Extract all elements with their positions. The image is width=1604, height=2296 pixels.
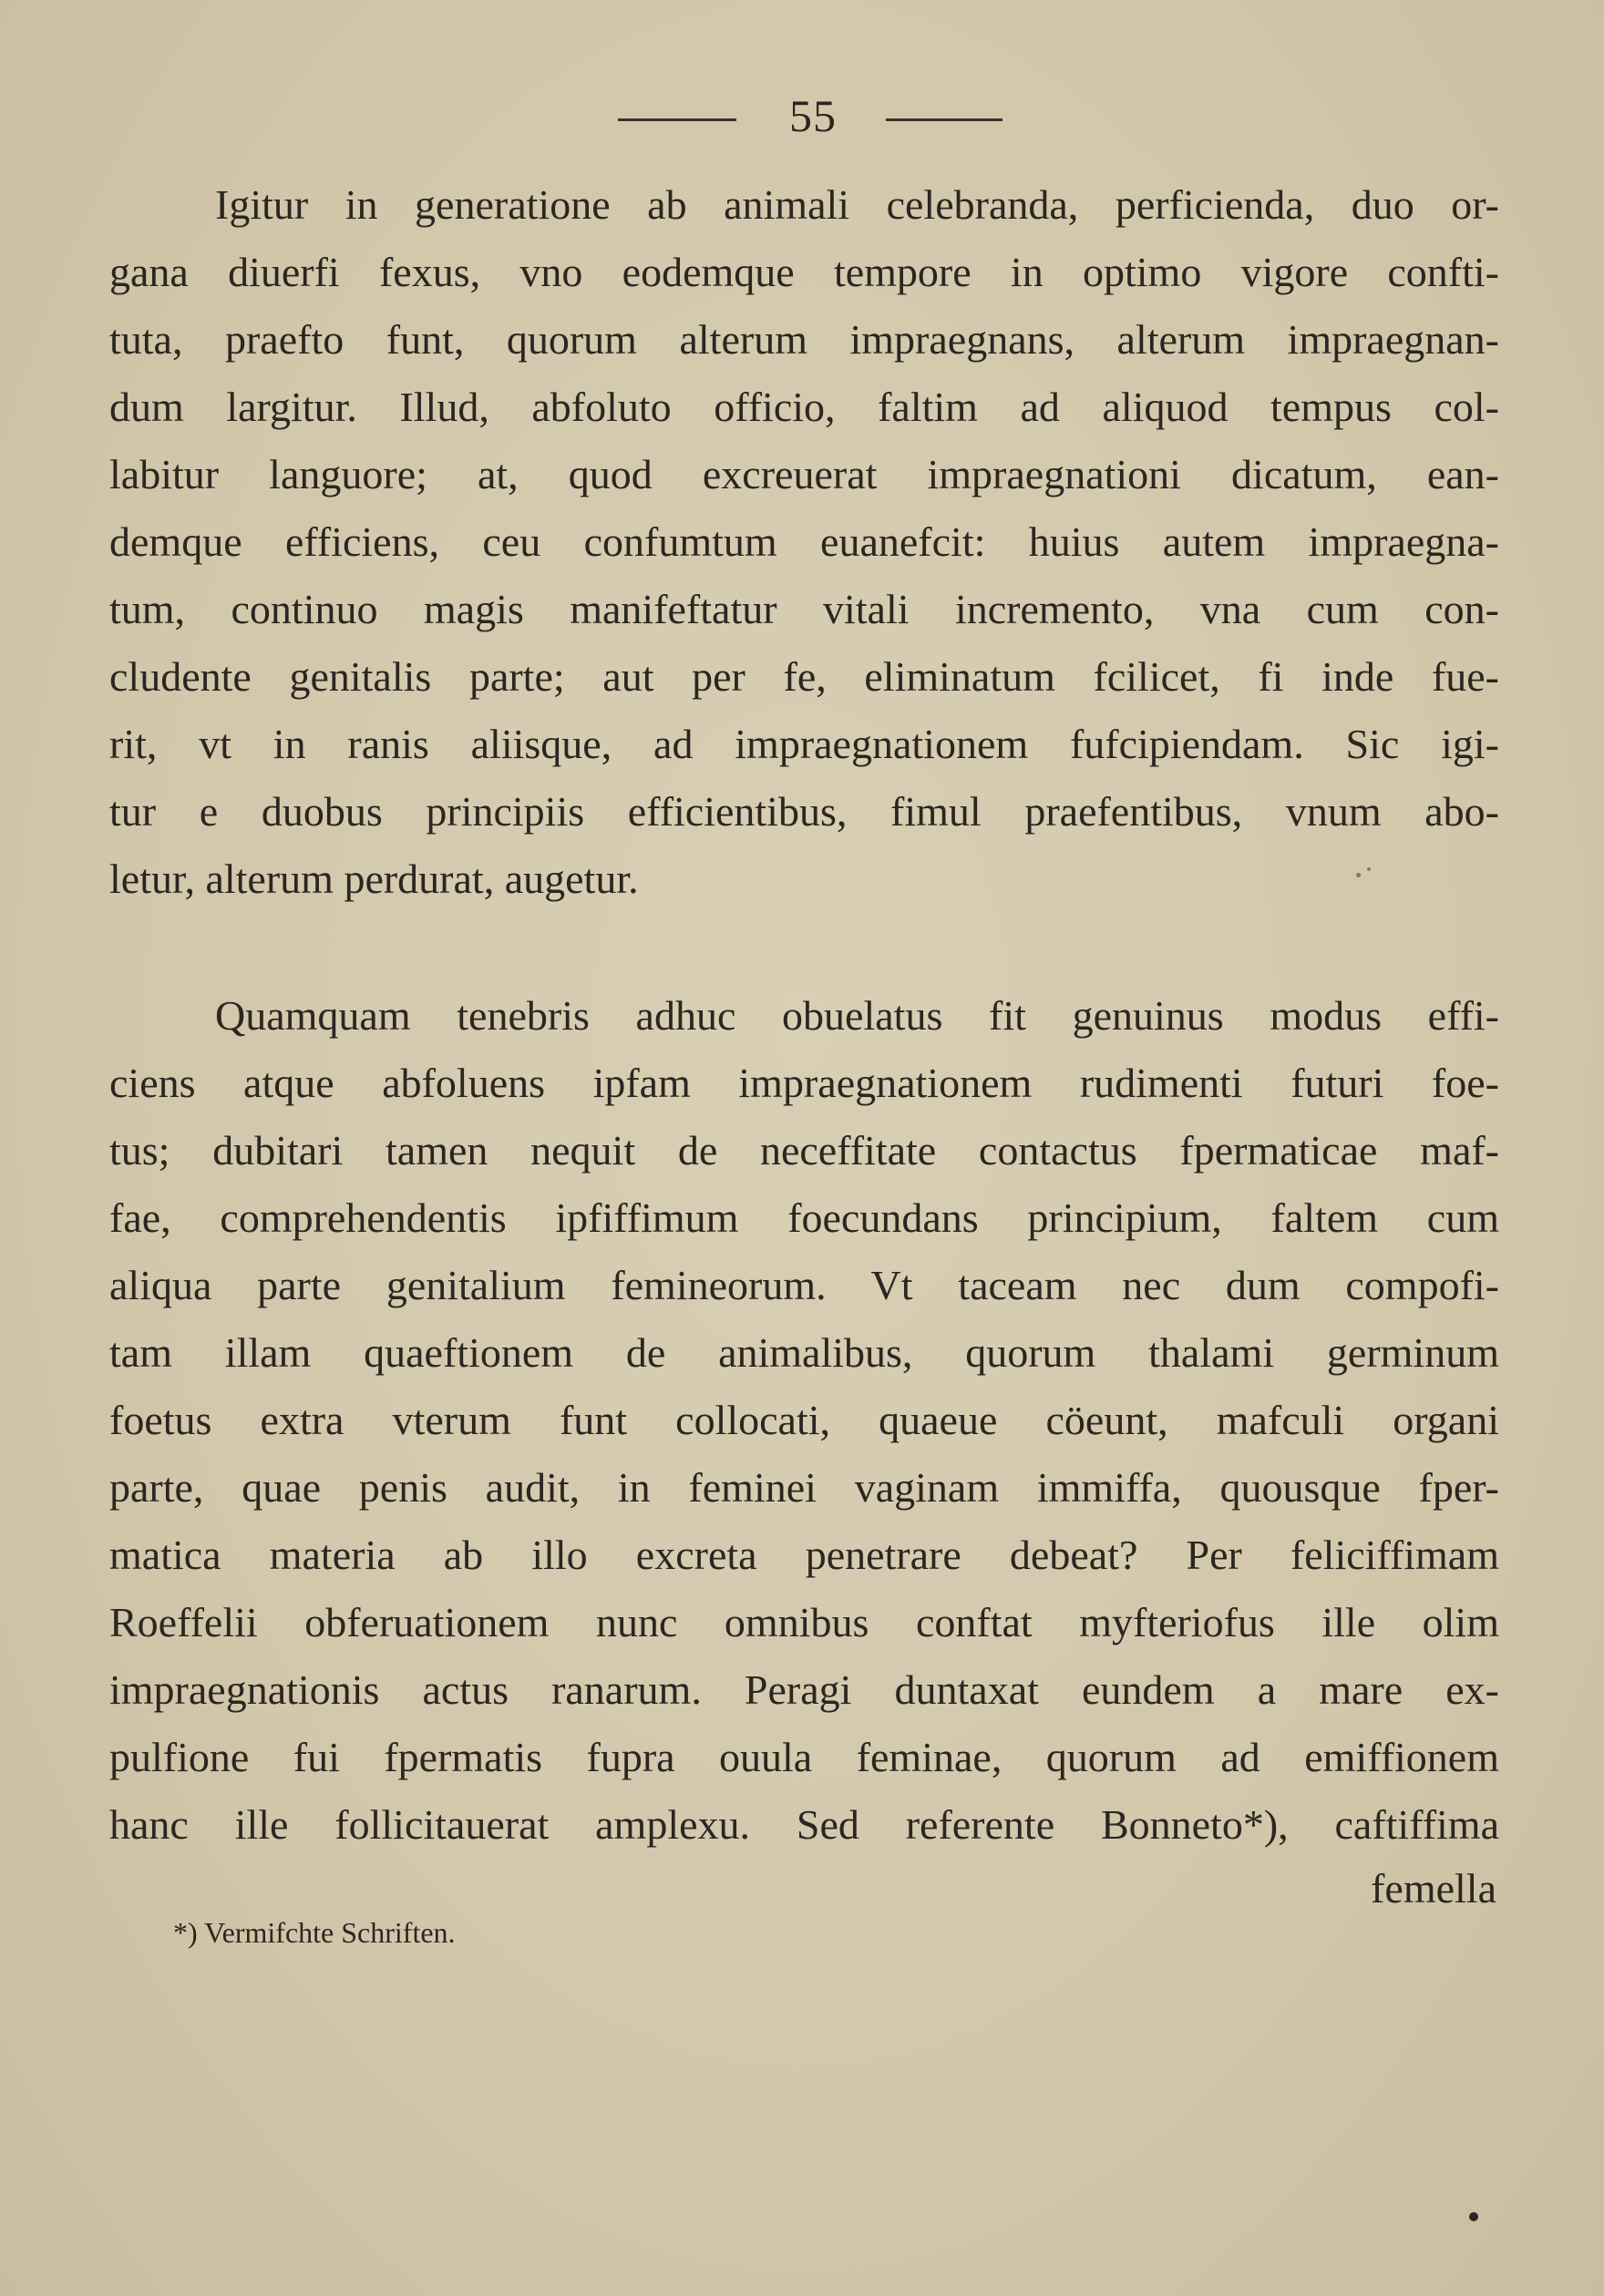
ink-speck xyxy=(1356,873,1361,877)
header-rule-right xyxy=(886,118,1002,121)
text-line: dum largitur. Illud, abfoluto officio, faltim ad aliquod tempus col- xyxy=(109,384,1499,430)
paragraph-2 xyxy=(109,982,1499,1859)
ink-speck xyxy=(1469,2212,1478,2221)
text-line: hanc ille follicitauerat amplexu. Sed referente Bonneto*), caftiffima xyxy=(109,1801,1499,1848)
text-line: cludente genitalis parte; aut per fe, eliminatum fcilicet, fi inde fue- xyxy=(109,653,1499,700)
text-line: Roeffelii obferuationem nunc omnibus conftat myfteriofus ille olim xyxy=(109,1599,1499,1645)
text-line: matica materia ab illo excreta penetrare debeat? Per feliciffimam xyxy=(109,1532,1499,1578)
text-line: rit, vt in ranis aliisque, ad impraegnationem fufcipiendam. Sic igi- xyxy=(109,721,1499,767)
text-line: fae, comprehendentis ipfiffimum foecundans principium, faltem cum xyxy=(109,1194,1499,1241)
text-line: Quamquam tenebris adhuc obuelatus fit genuinus modus effi- xyxy=(215,992,1499,1039)
text-line: tuta, praefto funt, quorum alterum impraegnans, alterum impraegnan- xyxy=(109,316,1499,363)
paragraph-1 xyxy=(109,171,1499,913)
text-line: tur e duobus principiis efficientibus, fimul praefentibus, vnum abo- xyxy=(109,788,1499,835)
text-line: impraegnationis actus ranarum. Peragi duntaxat eundem a mare ex- xyxy=(109,1666,1499,1713)
text-line: demque efficiens, ceu confumtum euanefcit: huius autem impraegna- xyxy=(109,518,1499,565)
footnote: *) Vermifchte Schriften. xyxy=(173,1916,456,1949)
header-rule-left xyxy=(618,118,736,121)
text-line: foetus extra vterum funt collocati, quaeue cöeunt, mafculi organi xyxy=(109,1397,1499,1443)
text-line: parte, quae penis audit, in feminei vaginam immiffa, quousque fper- xyxy=(109,1464,1499,1511)
text-line: letur, alterum perdurat, augetur. xyxy=(109,856,639,902)
text-line: tus; dubitari tamen nequit de neceffitate contactus fpermaticae maf- xyxy=(109,1127,1499,1174)
text-line: gana diuerfi fexus, vno eodemque tempore in optimo vigore confti- xyxy=(109,249,1499,295)
text-line: aliqua parte genitalium femineorum. Vt taceam nec dum compofi- xyxy=(109,1262,1499,1308)
page-header xyxy=(0,84,1604,148)
text-line: ciens atque abfoluens ipfam impraegnationem rudimenti futuri foe- xyxy=(109,1060,1499,1106)
text-line: labitur languore; at, quod excreuerat impraegnationi dicatum, ean- xyxy=(109,451,1499,497)
text-line: Igitur in generatione ab animali celebranda, perficienda, duo or- xyxy=(215,181,1499,228)
catchword: femella xyxy=(1371,1865,1496,1912)
ink-speck xyxy=(1367,867,1371,871)
text-line: tum, continuo magis manifeftatur vitali incremento, vna cum con- xyxy=(109,586,1499,632)
page-number: 55 xyxy=(789,90,837,141)
text-line: tam illam quaeftionem de animalibus, quorum thalami germinum xyxy=(109,1329,1499,1376)
text-line: pulfione fui fpermatis fupra ouula feminae, quorum ad emiffionem xyxy=(109,1734,1499,1780)
